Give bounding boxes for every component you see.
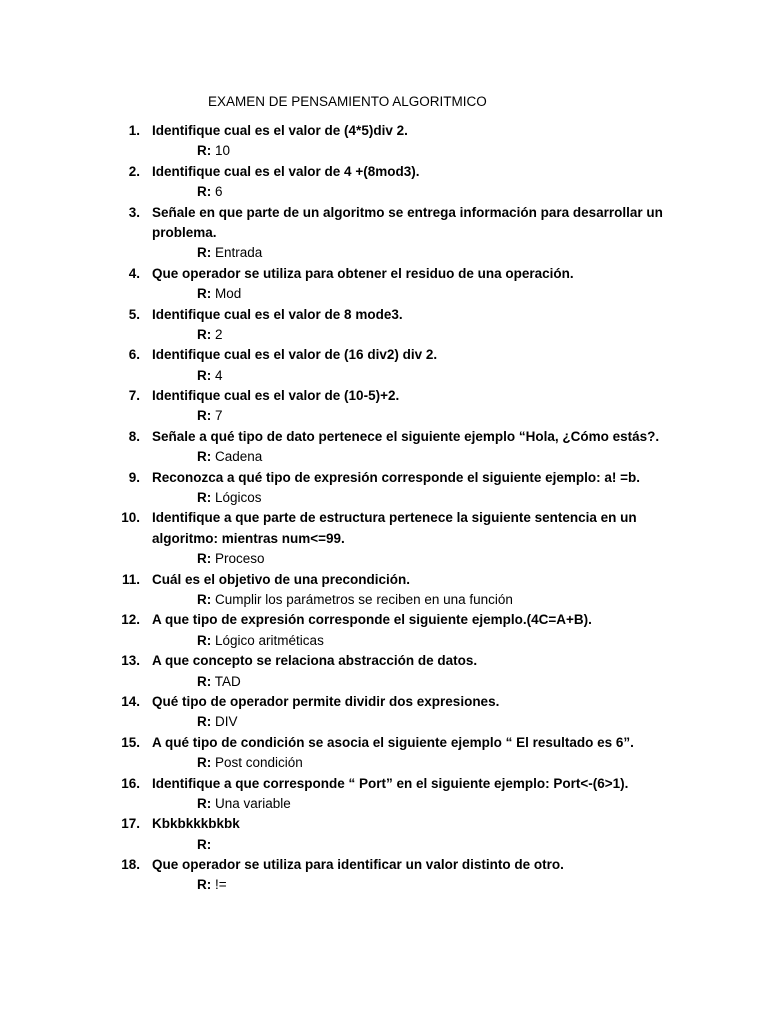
question-number: 2. bbox=[128, 163, 140, 179]
answer-label: R: bbox=[197, 714, 212, 730]
question-text: Señale a qué tipo de dato pertenece el siguiente ejemplo “Hola, ¿Cómo estás?. bbox=[152, 428, 660, 444]
answer-line bbox=[0, 590, 768, 610]
answer-line bbox=[0, 835, 768, 855]
answer-line bbox=[0, 325, 768, 345]
answer-label: R: bbox=[197, 449, 212, 465]
question-line bbox=[0, 508, 768, 528]
answer-line bbox=[0, 243, 768, 263]
question-text: Identifique cual es el valor de 4 +(8mod3). bbox=[152, 163, 420, 179]
answer-text: 2 bbox=[215, 326, 223, 342]
answer-label: R: bbox=[197, 245, 212, 261]
answer-label: R: bbox=[197, 632, 212, 648]
answer-text: Mod bbox=[215, 286, 242, 302]
answer bbox=[197, 182, 223, 202]
question-item bbox=[0, 774, 768, 815]
question-text: A qué tipo de condición se asocia el siguiente ejemplo “ El resultado es 6”. bbox=[152, 734, 634, 750]
answer-text: Proceso bbox=[215, 551, 265, 567]
question-text: Identifique a que corresponde “ Port” en el siguiente ejemplo: Port<-(6>1). bbox=[152, 775, 629, 791]
answer bbox=[197, 447, 262, 467]
answer bbox=[197, 406, 223, 426]
question-number: 5. bbox=[128, 306, 140, 322]
answer bbox=[197, 712, 238, 732]
question-text: Qué tipo de operador permite dividir dos expresiones. bbox=[152, 693, 500, 709]
answer-text: 6 bbox=[215, 184, 223, 200]
answer-text: 4 bbox=[215, 367, 223, 383]
question-line bbox=[0, 570, 768, 590]
question-text: Identifique cual es el valor de (16 div2) div 2. bbox=[152, 347, 438, 363]
question-number: 4. bbox=[128, 265, 140, 281]
answer-text: 10 bbox=[215, 143, 231, 159]
question-line bbox=[0, 651, 768, 671]
question-line bbox=[0, 203, 768, 223]
answer-label: R: bbox=[197, 143, 212, 159]
question-item bbox=[0, 651, 768, 692]
question-item bbox=[0, 610, 768, 651]
question-line bbox=[0, 468, 768, 488]
question-text: Identifique a que parte de estructura pertenece la siguiente sentencia en un bbox=[152, 510, 637, 526]
question-item bbox=[0, 570, 768, 611]
question-number: 18. bbox=[121, 857, 140, 873]
answer-line bbox=[0, 549, 768, 569]
question-number: 15. bbox=[121, 734, 140, 750]
question-text: Identifique cual es el valor de 8 mode3. bbox=[152, 306, 403, 322]
question-line bbox=[0, 162, 768, 182]
answer-label: R: bbox=[197, 673, 212, 689]
answer-label: R: bbox=[197, 795, 212, 811]
question-number: 12. bbox=[121, 612, 140, 628]
question-number: 17. bbox=[121, 816, 140, 832]
answer bbox=[197, 366, 223, 386]
question-number: 7. bbox=[128, 388, 140, 404]
question-item bbox=[0, 345, 768, 386]
question-number: 3. bbox=[128, 204, 140, 220]
question-item bbox=[0, 305, 768, 346]
question-text: algoritmo: mientras num<=99. bbox=[152, 530, 345, 546]
answer-line bbox=[0, 182, 768, 202]
answer bbox=[197, 141, 230, 161]
question-text: Señale en que parte de un algoritmo se entrega información para desarrollar un bbox=[152, 204, 663, 220]
answer bbox=[197, 672, 241, 692]
answer-label: R: bbox=[197, 408, 212, 424]
question-item bbox=[0, 386, 768, 427]
question-number: 8. bbox=[128, 428, 140, 444]
question-number: 10. bbox=[121, 510, 140, 526]
answer-line bbox=[0, 141, 768, 161]
question-item bbox=[0, 203, 768, 264]
question-text: Identifique cual es el valor de (10-5)+2. bbox=[152, 388, 400, 404]
question-text: A que concepto se relaciona abstracción de datos. bbox=[152, 653, 478, 669]
question-line bbox=[0, 774, 768, 794]
question-number: 13. bbox=[121, 653, 140, 669]
question-text: problema. bbox=[152, 224, 217, 240]
answer-label: R: bbox=[197, 184, 212, 200]
question-text: A que tipo de expresión corresponde el siguiente ejemplo.(4C=A+B). bbox=[152, 612, 592, 628]
question-line bbox=[0, 345, 768, 365]
answer-label: R: bbox=[197, 490, 212, 506]
answer-label: R: bbox=[197, 326, 212, 342]
answer-label: R: bbox=[197, 551, 212, 567]
answer bbox=[197, 875, 227, 895]
question-line bbox=[0, 855, 768, 875]
exam-title: EXAMEN DE PENSAMIENTO ALGORITMICO bbox=[208, 94, 487, 109]
answer-label: R: bbox=[197, 755, 212, 771]
answer-line bbox=[0, 753, 768, 773]
answer-text: Entrada bbox=[215, 245, 263, 261]
question-line bbox=[0, 305, 768, 325]
question-item bbox=[0, 162, 768, 203]
answer bbox=[197, 284, 241, 304]
question-line bbox=[0, 692, 768, 712]
question-item bbox=[0, 508, 768, 569]
question-line bbox=[0, 121, 768, 141]
answer-label: R: bbox=[197, 877, 212, 893]
question-text: Que operador se utiliza para identificar un valor distinto de otro. bbox=[152, 857, 564, 873]
question-line bbox=[0, 610, 768, 630]
answer-text: != bbox=[215, 877, 227, 893]
question-item bbox=[0, 733, 768, 774]
question-item bbox=[0, 427, 768, 468]
answer-line bbox=[0, 672, 768, 692]
question-line bbox=[0, 814, 768, 834]
answer-line bbox=[0, 794, 768, 814]
answer-line bbox=[0, 406, 768, 426]
question-number: 16. bbox=[121, 775, 140, 791]
answer bbox=[197, 549, 265, 569]
question-number: 1. bbox=[128, 123, 140, 138]
question-text: Que operador se utiliza para obtener el residuo de una operación. bbox=[152, 265, 574, 281]
question-text: Cuál es el objetivo de una precondición. bbox=[152, 571, 411, 587]
question-list bbox=[0, 121, 768, 896]
answer-text: TAD bbox=[214, 673, 241, 689]
answer-text: Lógicos bbox=[215, 490, 262, 506]
question-item bbox=[0, 264, 768, 305]
question-line bbox=[0, 264, 768, 284]
answer-label: R: bbox=[197, 836, 212, 852]
answer-line bbox=[0, 488, 768, 508]
question-number: 11. bbox=[121, 571, 140, 587]
answer-text: DIV bbox=[215, 714, 238, 730]
question-item bbox=[0, 121, 768, 162]
question-number: 14. bbox=[121, 693, 140, 709]
question-item bbox=[0, 814, 768, 855]
answer-line bbox=[0, 631, 768, 651]
answer bbox=[197, 243, 262, 263]
answer bbox=[197, 325, 223, 345]
question-line bbox=[0, 529, 768, 549]
question-text: Identifique cual es el valor de (4*5)div 2. bbox=[152, 123, 408, 138]
answer-text: Cadena bbox=[215, 449, 263, 465]
answer bbox=[197, 631, 324, 651]
question-item bbox=[0, 468, 768, 509]
answer-text: Una variable bbox=[215, 795, 291, 811]
answer bbox=[197, 590, 513, 610]
question-item bbox=[0, 855, 768, 896]
answer-line bbox=[0, 712, 768, 732]
question-line bbox=[0, 427, 768, 447]
answer-label: R: bbox=[197, 591, 212, 607]
answer-label: R: bbox=[197, 286, 212, 302]
question-item bbox=[0, 692, 768, 733]
question-line bbox=[0, 223, 768, 243]
question-text: Reconozca a qué tipo de expresión corresponde el siguiente ejemplo: a! =b. bbox=[152, 469, 640, 485]
question-text: Kbkbkkkbkbk bbox=[152, 816, 240, 832]
answer bbox=[197, 488, 262, 508]
answer-text: 7 bbox=[215, 408, 223, 424]
answer-text: Post condición bbox=[215, 755, 303, 771]
answer-line bbox=[0, 875, 768, 895]
answer-line bbox=[0, 447, 768, 467]
answer-text: Cumplir los parámetros se reciben en una función bbox=[215, 591, 513, 607]
question-number: 9. bbox=[128, 469, 140, 485]
answer bbox=[197, 753, 303, 773]
answer-line bbox=[0, 284, 768, 304]
answer-line bbox=[0, 366, 768, 386]
question-number: 6. bbox=[128, 347, 140, 363]
answer-label: R: bbox=[197, 367, 212, 383]
answer bbox=[197, 794, 291, 814]
question-line bbox=[0, 733, 768, 753]
answer-text: Lógico aritméticas bbox=[215, 632, 324, 648]
question-line bbox=[0, 386, 768, 406]
answer bbox=[197, 835, 211, 855]
